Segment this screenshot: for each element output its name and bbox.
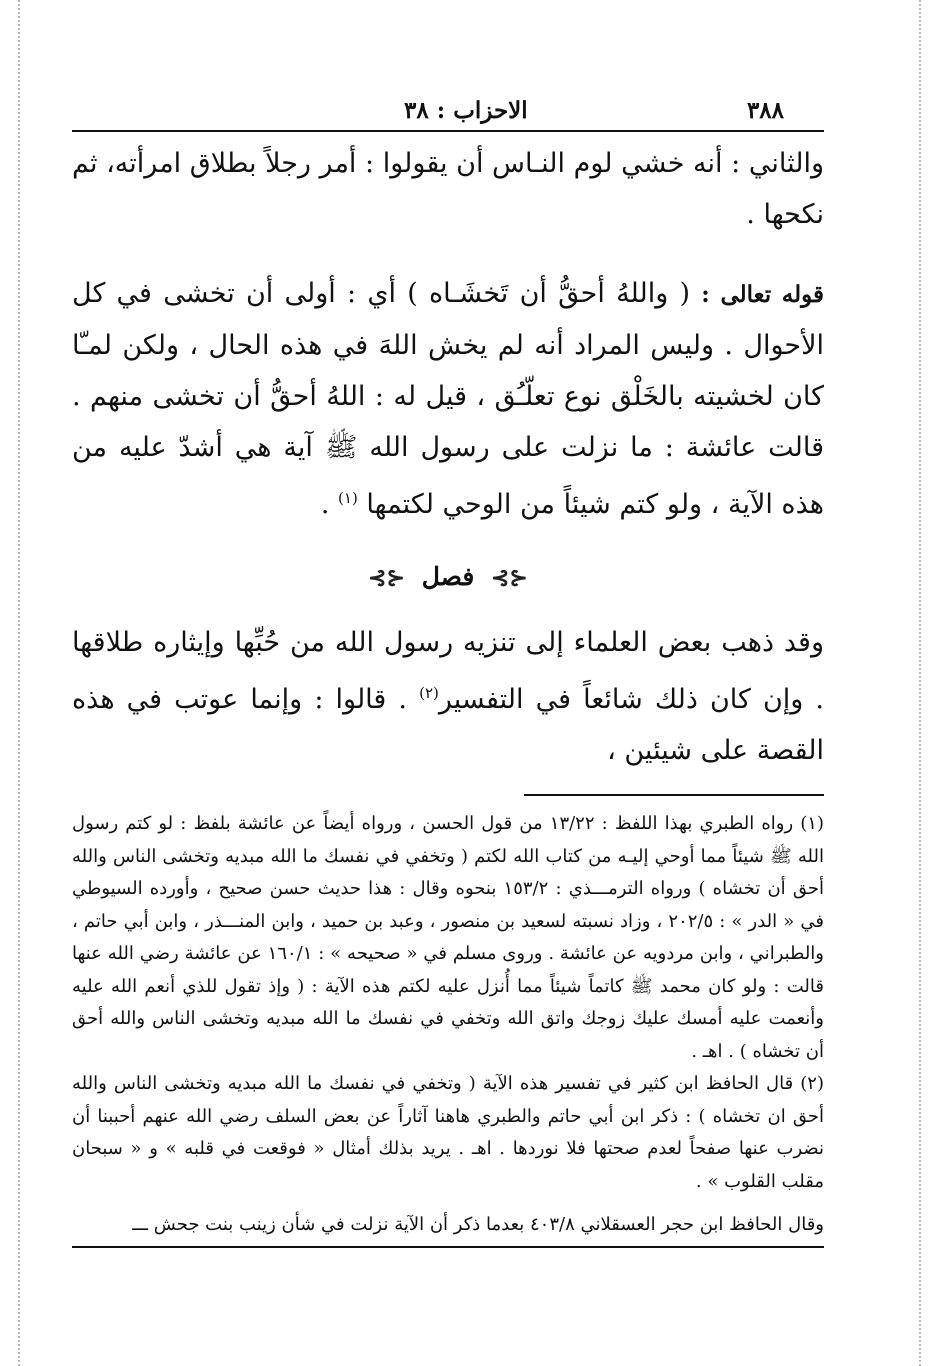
page-number: ٣٨٨ [746,97,784,124]
verse-lead: قوله تعالى : [701,281,825,308]
paragraph-1: والثاني : أنه خشي لوم النـاس أن يقولوا : أمر رجلاً بطلاق امرأته، ثم نكحها . [72,148,824,230]
paragraph-2-end: . [320,489,339,520]
running-title: الاحزاب : ٣٨ [404,97,528,124]
scan-edge-left [18,0,20,1366]
paragraph-3-body: وقد ذهب بعض العلماء إلى تنزيه رسول الله من حُبِّها وإيثاره طلاقها . وإن كان ذلك شائعاً في التفسير [72,627,824,715]
section-text [72,617,824,776]
book-page [72,82,824,1248]
paragraph-gap [72,240,824,268]
bottom-rule [72,1246,824,1248]
ornament-right-icon: ⊰⊱ [491,565,528,591]
section-title: فصل [421,562,475,591]
paragraph-3-tail: . قالوا : وإنما عوتب في هذه القصة على شيئين ، [72,684,824,766]
page-header [72,82,824,124]
footnote-rule [524,794,824,796]
bottom-note: وقال الحافظ ابن حجر العسقلاني ٤٠٣/٨ بعدما ذكر أن الآية نزلت في شأن زينب بنت جحش ـــ [132,1214,824,1235]
footnote-2: (٢) قال الحافظ ابن كثير في تفسير هذه الآية ( وتخفي في نفسك ما الله مبديه وتخشى الناس والله أحق ان تخشاه ) : ذكر ابن أبي حاتم والطبري هاهنا آثاراً عن بعض السلف رضي الله عنهم أحببنا أن نضرب عنها صفحاً لعدم صحتها فلا نوردها . اهـ . يريد بذلك أمثال « فوقعت في قلبه » و « سبحان مقلب القلوب » . [72,1073,824,1192]
main-text [72,132,824,530]
section-heading [72,562,824,591]
paragraph-2 [72,268,824,530]
paragraph-2-body: ( واللهُ أحقُّ أن تَخشَـاه ) أي : أولى أن تخشى في كل الأحوال . وليس المراد أنه لم يخش اللهَ في هذه الحال ، ولكن لمـّا كان لخشيته بالخَلْق نوع تعلّـُق ، قيل له : اللهُ أحقُّ أن تخشى منهم . قالت عائشة : ما نزلت على رسول الله ﷺ آية هي أشدّ عليه من هذه الآية ، ولو كتم شيئاً من الوحي لكتمها [72,278,824,520]
footnote-ref-1: (١) [338,489,358,507]
scan-edge-right [919,0,921,1366]
paragraph-3 [72,617,824,776]
ornament-left-icon: ⊰⊱ [368,565,405,591]
footnotes [72,808,824,1198]
footnote-ref-2: (٢) [419,684,439,702]
footnote-1: (١) رواه الطبري بهذا اللفظ : ١٣/٢٢ من قول الحسن ، ورواه أيضاً عن عائشة بلفظ : لو كتم رسول الله ﷺ شيئاً مما أوحي إليـه من كتاب الله لكتم ( وتخفي في نفسك ما الله مبديه وتخشى الناس والله أحق أن تخشاه ) ورواه الترمـــذي : ١٥٣/٢ بنحوه وقال : هذا حديث حسن صحيح ، وأورده السيوطي في « الدر » : ٢٠٢/٥ ، وزاد نسبته لسعيد بن منصور ، وعبد بن حميد ، وابن المنـــذر ، وابن أبي حاتم ، والطبراني ، وابن مردويه عن عائشة . وروى مسلم في « صحيحه » : ١٦٠/١ عن عائشة رضي الله عنها قالت : ولو كان محمد ﷺ كاتماً شيئاً مما أُنزل عليه لكتم هذه الآية : ( وإذ تقول للذي أنعم الله عليه وأنعمت عليه أمسك عليك زوجك واتق الله وتخفي في نفسك ما الله مبديه وتخشى الناس والله أحق أن تخشاه ) . اهـ . [72,813,824,1062]
